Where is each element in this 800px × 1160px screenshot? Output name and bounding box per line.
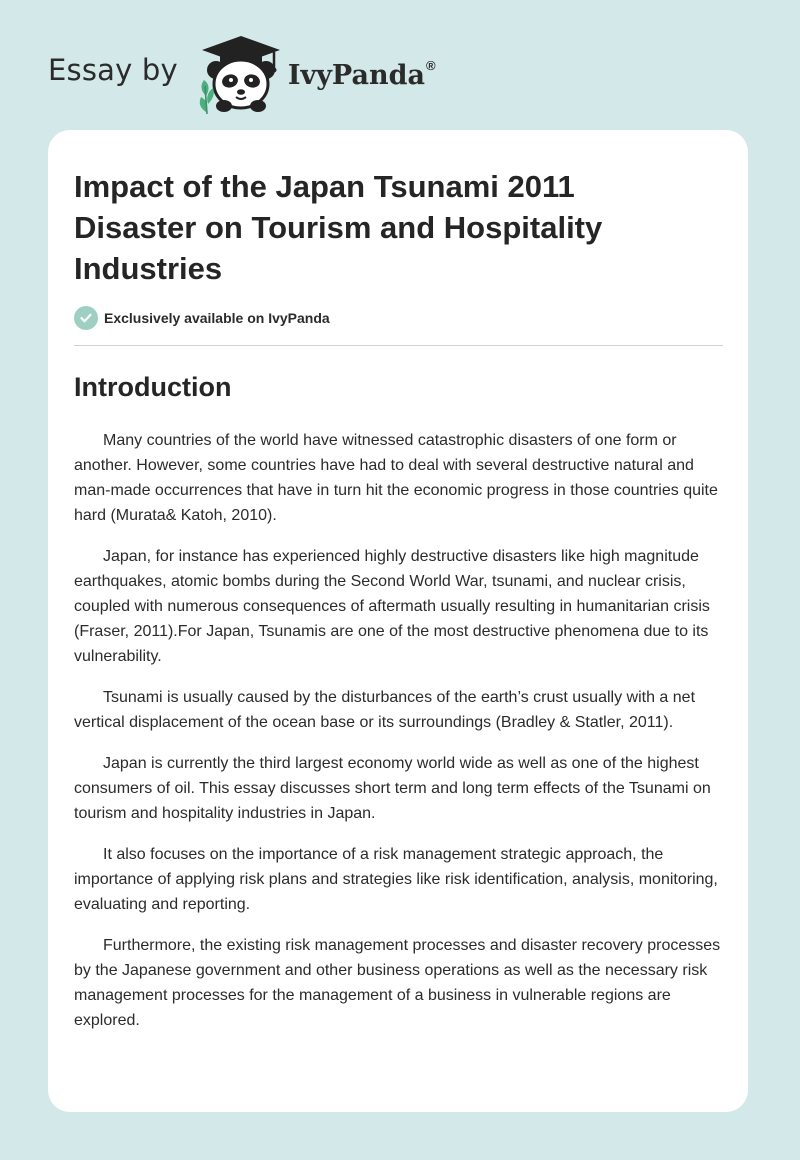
essay-title: Impact of the Japan Tsunami 2011 Disaster on Tourism and Hospitality Industries — [74, 169, 603, 286]
paragraph: Furthermore, the existing risk management processes and disaster recovery processes by the Japanese government and other business operations as well as the necessary risk management processes for the management of a business in vulnerable regions are explored. — [74, 937, 721, 1029]
paragraph: It also focuses on the importance of a risk management strategic approach, the importance of applying risk plans and strategies like risk identification, analysis, monitoring, evaluating and reporting. — [74, 846, 718, 913]
essay-card — [48, 130, 748, 1112]
site-header — [48, 34, 436, 114]
exclusive-badge — [74, 306, 330, 330]
brand-name[interactable] — [287, 57, 436, 91]
paragraph: Tsunami is usually caused by the disturbances of the earth’s crust usually with a net vertical displacement of the ocean base or its surroundings (Bradley & Statler, 2011). — [74, 689, 696, 731]
essay-body — [74, 428, 726, 1049]
paragraph: Japan, for instance has experienced highly destructive disasters like high magnitude earthquakes, atomic bombs during the Second World War, tsunami, and nuclear crisis, coupled with numerous consequences of aftermath usually resulting in humanitarian crisis (Fraser, 2011).For Japan, Tsunamis are one of the most destructive phenomena due to its vulnerability. — [74, 548, 710, 665]
essay-by-label: Essay by — [48, 53, 178, 87]
paragraph: Many countries of the world have witnessed catastrophic disasters of one form or another. However, some countries have had to deal with several destructive natural and man-made occurrences that have in turn hit the economic progress in those countries quite hard (Murata& Katoh, 2010). — [74, 432, 718, 524]
check-circle-icon — [74, 306, 98, 330]
section-heading-introduction: Introduction — [74, 372, 232, 402]
panda-logo-icon[interactable] — [196, 34, 286, 114]
title-divider — [74, 345, 723, 346]
paragraph: Japan is currently the third largest economy world wide as well as one of the highest consumers of oil. This essay discusses short term and long term effects of the Tsunami on tourism and hospitality industries in Japan. — [74, 755, 711, 822]
registered-mark: ® — [425, 57, 436, 73]
brand-name-text: IvyPanda — [287, 59, 425, 91]
exclusive-label: Exclusively available on IvyPanda — [104, 310, 330, 326]
